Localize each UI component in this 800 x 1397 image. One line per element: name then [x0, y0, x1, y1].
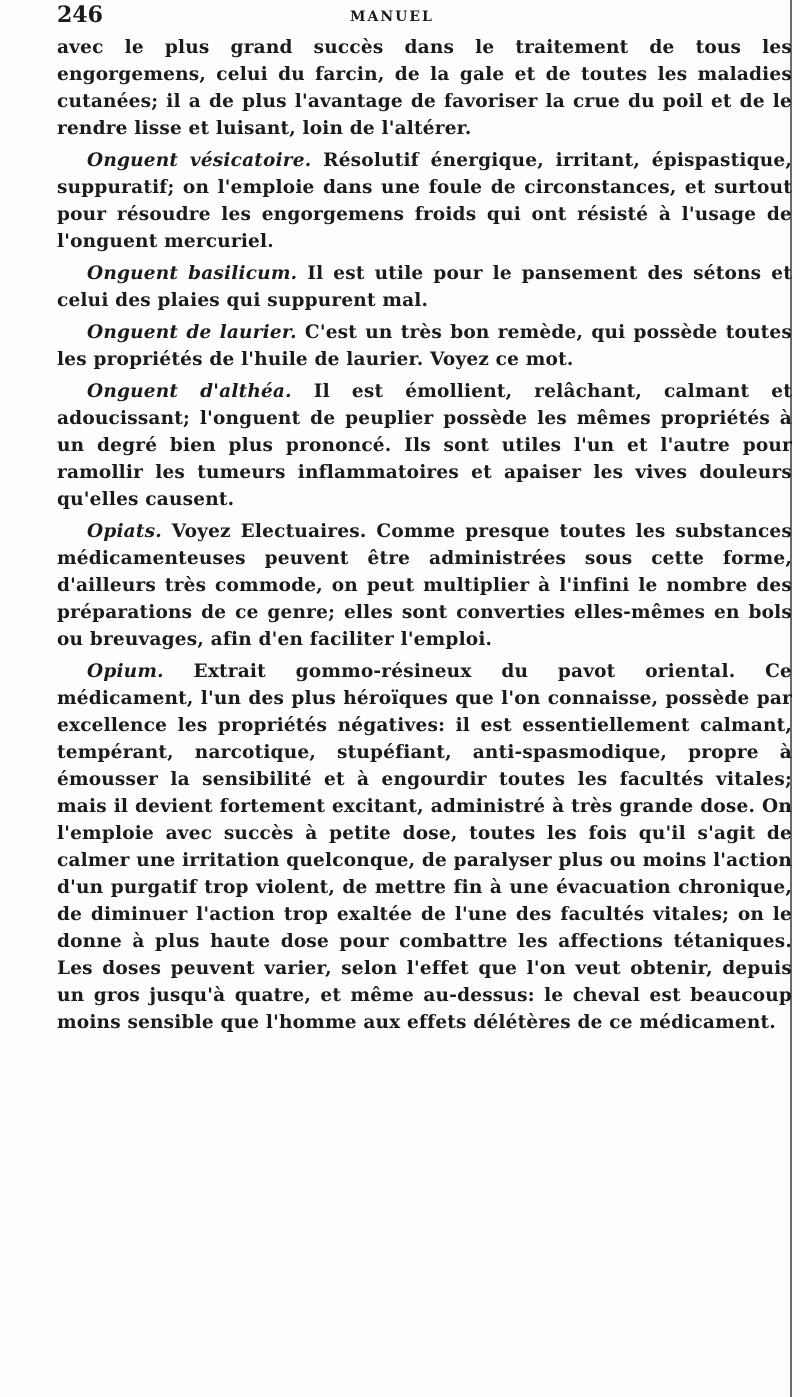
entry-term: Onguent d'althéa. — [87, 381, 292, 402]
entry-text: Voyez Electuaires. Comme presque toutes les substances médicamenteuses peuvent être administrées sous cette forme, d'ailleurs très commode, on peut multiplier à l'infini le nombre des préparations de ce genre; elles sont converties elles-mêmes en bols ou breuvages, afin d'en faciliter l'emploi. — [57, 521, 792, 650]
entry-onguent-vesicatoire — [57, 147, 792, 255]
entry-term: Onguent vésicatoire. — [87, 150, 312, 171]
running-head: MANUEL — [350, 9, 434, 25]
entry-term: Onguent basilicum. — [87, 263, 298, 284]
entry-text: Extrait gommo-résineux du pavot oriental. Ce médicament, l'un des plus héroïques que l'on connaisse, possède par excellence les propriétés négatives: il est essentiellement calmant, tempérant, narcotique, stupéfiant, anti-spasmodique, propre à émousser la sensibilité et à engourdir toutes les facultés vitales; mais il devient fortement excitant, administré à très grande dose. On l'emploie avec succès à petite dose, toutes les fois qu'il s'agit de calmer une irritation quelconque, de paralyser plus ou moins l'action d'un purgatif trop violent, de mettre fin à une évacuation chronique, de diminuer l'action trop exaltée de l'une des facultés vitales; on le donne à plus haute dose pour combattre les affections tétaniques. Les doses peuvent varier, selon l'effet que l'on veut obtenir, depuis un gros jusqu'à quatre, et même au-dessus: le cheval est beaucoup moins sensible que l'homme aux effets délétères de ce médicament. — [57, 661, 792, 1033]
body-text — [57, 34, 792, 1041]
entry-term: Onguent de laurier. — [87, 322, 297, 343]
entry-onguent-d-althea — [57, 378, 792, 513]
entry-text: C'est un très bon remède, qui possède toutes les propriétés de l'huile de laurier. Voyez ce mot. — [57, 322, 792, 370]
entry-opium — [57, 658, 792, 1036]
paragraph-continuation — [57, 34, 792, 142]
entry-text: Résolutif énergique, irritant, épispastique, suppuratif; on l'emploie dans une foule de circonstances, et surtout pour résoudre les engorgemens froids qui ont résisté à l'usage de l'onguent mercuriel. — [57, 150, 792, 252]
entry-text: Il est émollient, relâchant, calmant et adoucissant; l'onguent de peuplier possède les mêmes propriétés à un degré bien plus prononcé. Ils sont utiles l'un et l'autre pour ramollir les tumeurs inflammatoires et apaiser les vives douleurs qu'elles causent. — [57, 381, 792, 510]
entry-term: Opiats. — [87, 521, 162, 542]
entry-term: Opium. — [87, 661, 164, 682]
page-number: 246 — [57, 2, 103, 28]
paragraph-text: avec le plus grand succès dans le traitement de tous les engorgemens, celui du farcin, de la gale et de toutes les maladies cutanées; il a de plus l'avantage de favoriser la crue du poil et de le rendre lisse et luisant, loin de l'altérer. — [57, 37, 792, 139]
entry-onguent-basilicum — [57, 260, 792, 314]
page-header — [57, 2, 792, 32]
entry-text: Il est utile pour le pansement des sétons et celui des plaies qui suppurent mal. — [57, 263, 792, 311]
entry-opiats — [57, 518, 792, 653]
entry-onguent-de-laurier — [57, 319, 792, 373]
